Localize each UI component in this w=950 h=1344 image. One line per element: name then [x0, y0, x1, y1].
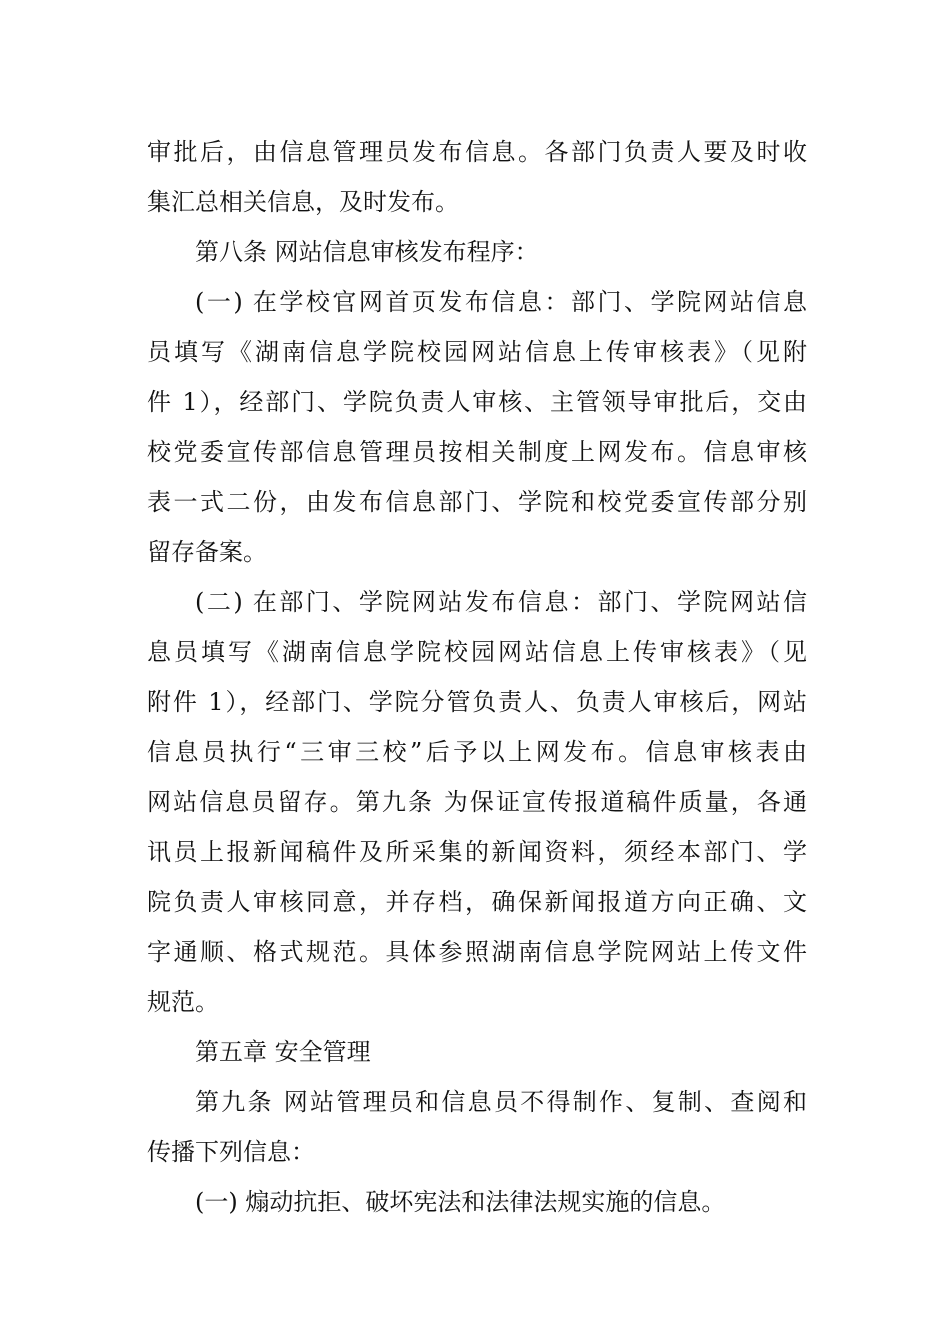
paragraph-line: 网站信息员留存。第九条 为保证宣传报道稿件质量，各通 — [147, 788, 807, 816]
paragraph-line: (一) 煽动抗拒、破坏宪法和法律法规实施的信息。 — [195, 1188, 726, 1216]
paragraph-line: 院负责人审核同意，并存档，确保新闻报道方向正确、文 — [147, 888, 807, 916]
paragraph-line: 讯员上报新闻稿件及所采集的新闻资料，须经本部门、学 — [147, 838, 807, 866]
paragraph-line: 规范。 — [147, 988, 219, 1016]
paragraph-line: (二) 在部门、学院网站发布信息：部门、学院网站信 — [195, 588, 807, 616]
paragraph-line: 息员填写《湖南信息学院校园网站信息上传审核表》（见 — [147, 638, 807, 666]
chapter-heading: 第五章 安全管理 — [195, 1038, 371, 1066]
paragraph-line: 信息员执行“三审三校”后予以上网发布。信息审核表由 — [147, 738, 807, 766]
article-heading: 第八条 网站信息审核发布程序： — [195, 238, 539, 266]
paragraph-line: 字通顺、格式规范。具体参照湖南信息学院网站上传文件 — [147, 938, 807, 966]
paragraph-line: 集汇总相关信息，及时发布。 — [147, 188, 459, 216]
paragraph-line: (一) 在学校官网首页发布信息：部门、学院网站信息 — [195, 288, 807, 316]
paragraph-line: 员填写《湖南信息学院校园网站信息上传审核表》（见附 — [147, 338, 807, 366]
paragraph-line: 第九条 网站管理员和信息员不得制作、复制、查阅和 — [195, 1088, 807, 1116]
paragraph-line: 表一式二份，由发布信息部门、学院和校党委宣传部分别 — [147, 488, 807, 516]
paragraph-line: 审批后，由信息管理员发布信息。各部门负责人要及时收 — [147, 138, 807, 166]
paragraph-line: 传播下列信息： — [147, 1138, 315, 1166]
paragraph-line: 校党委宣传部信息管理员按相关制度上网发布。信息审核 — [147, 438, 807, 466]
paragraph-line: 件 1），经部门、学院负责人审核、主管领导审批后，交由 — [147, 388, 807, 416]
paragraph-line: 附件 1），经部门、学院分管负责人、负责人审核后，网站 — [147, 688, 807, 716]
paragraph-line: 留存备案。 — [147, 538, 267, 566]
